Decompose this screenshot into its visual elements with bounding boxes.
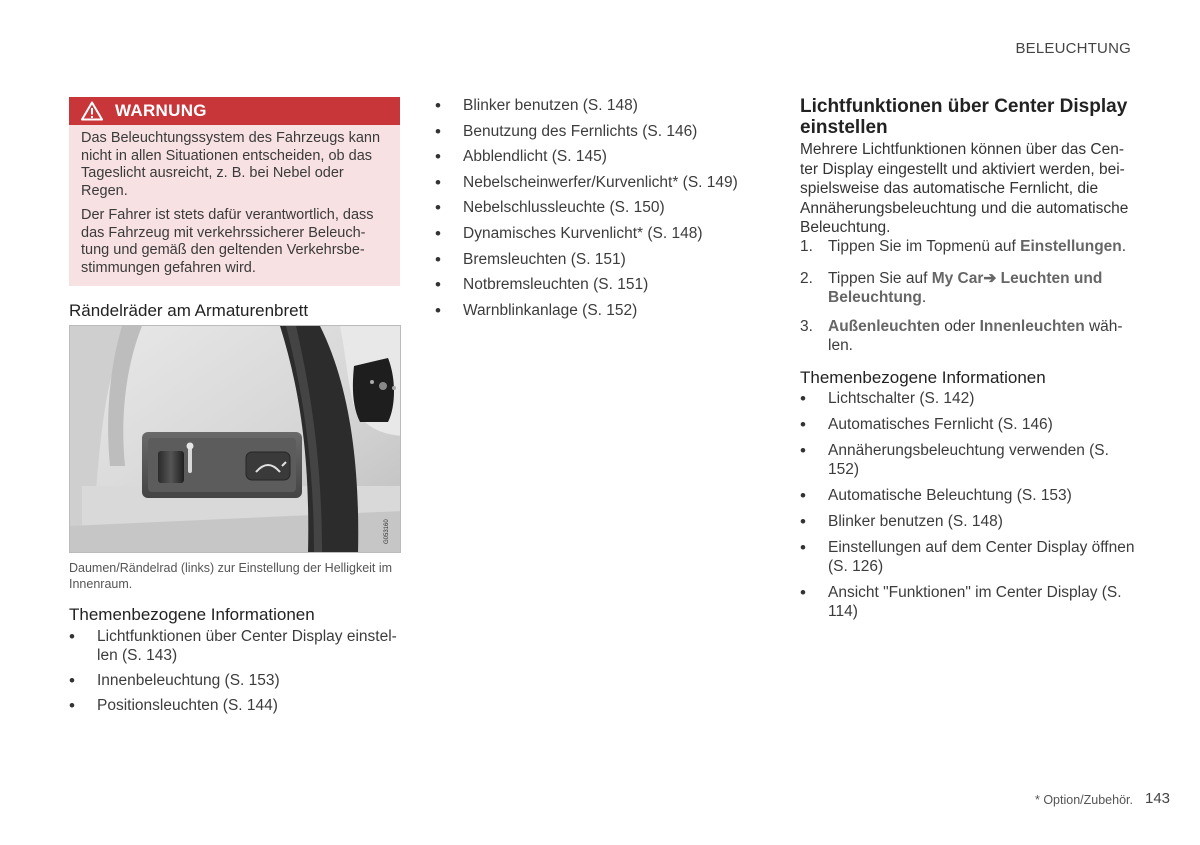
step-number: 1.	[800, 238, 813, 255]
related-link[interactable]: • Nebelscheinwerfer/Kurvenlicht* (S. 149)	[435, 173, 755, 199]
step-number: 2.	[800, 269, 813, 287]
page-number: 143	[1145, 790, 1171, 807]
warning-header	[69, 97, 400, 125]
step-text: Tippen Sie auf	[828, 269, 932, 287]
menu-label: Außenleuchten	[828, 317, 940, 335]
warning-paragraph: Der Fahrer ist stets dafür verantwortlich, dass das Fahrzeug mit verkehrssicherer Beleuch-tung und gemäß den geltenden Verkehrsbe-stimmungen gefahren wird.	[81, 207, 374, 276]
related-link[interactable]: • Blinker benutzen (S. 148)	[800, 512, 1135, 531]
related-heading: Themenbezogene Informationen	[69, 605, 315, 624]
warning-triangle-icon	[81, 101, 103, 121]
related-list	[800, 389, 1135, 628]
figure-code: G053160	[384, 519, 390, 544]
related-link[interactable]: • Positionsleuchten (S. 144)	[69, 696, 399, 715]
section-title: BELEUCHTUNG	[1015, 40, 1131, 57]
related-link[interactable]: • Einstellungen auf dem Center Display öffnen (S. 126)	[800, 538, 1135, 576]
related-link[interactable]: • Automatisches Fernlicht (S. 146)	[800, 415, 1135, 434]
related-link[interactable]: • Notbremsleuchten (S. 151)	[435, 275, 755, 301]
page-title: Lichtfunktionen über Center Display einstellen	[800, 96, 1128, 138]
related-link[interactable]: • Innenbeleuchtung (S. 153)	[69, 671, 399, 690]
warning-box	[69, 97, 400, 286]
step-text: oder	[939, 317, 980, 335]
related-link[interactable]: • Lichtfunktionen über Center Display einstel-len (S. 143)	[69, 627, 399, 665]
dashboard-thumbwheel-image	[70, 326, 401, 553]
step-item	[800, 317, 1130, 356]
step-item	[800, 237, 1130, 257]
related-link[interactable]: • Dynamisches Kurvenlicht* (S. 148)	[435, 224, 755, 250]
related-link[interactable]: • Warnblinkanlage (S. 152)	[435, 301, 755, 327]
related-link[interactable]: • Automatische Beleuchtung (S. 153)	[800, 486, 1135, 505]
related-link[interactable]: • Ansicht "Funktionen" im Center Display (S. 114)	[800, 583, 1135, 621]
warning-paragraph: Das Beleuchtungssystem des Fahrzeugs kann nicht in allen Situationen entscheiden, ob das Tageslicht ausreicht, z. B. bei Nebel oder Regen.	[81, 130, 381, 199]
warning-title: WARNUNG	[115, 101, 207, 120]
menu-label: Leuchten und Beleuchtung	[828, 269, 1103, 306]
related-heading: Themenbezogene Informationen	[800, 368, 1046, 387]
menu-label: Einstellungen	[1020, 238, 1122, 255]
menu-label: My Car	[931, 269, 984, 287]
step-text: Tippen Sie im Topmenü auf	[828, 238, 1021, 255]
related-link[interactable]: • Abblendlicht (S. 145)	[435, 147, 755, 173]
related-link[interactable]: • Blinker benutzen (S. 148)	[435, 96, 755, 122]
related-link[interactable]: • Annäherungsbeleuchtung verwenden (S. 152)	[800, 441, 1135, 479]
step-text: wäh-len.	[828, 317, 1123, 354]
related-link[interactable]: • Bremsleuchten (S. 151)	[435, 250, 755, 276]
step-text: .	[921, 289, 927, 306]
arrow-right-icon: ➔	[983, 269, 997, 287]
step-number: 3.	[800, 317, 813, 335]
figure-caption: Daumen/Rändelrad (links) zur Einstellung der Helligkeit im Innenraum.	[69, 561, 393, 591]
warning-body	[69, 125, 400, 286]
menu-label: Innenleuchten	[979, 317, 1085, 335]
step-text: .	[1121, 238, 1127, 255]
dashboard-photo	[69, 325, 401, 553]
related-list	[69, 627, 399, 721]
footer-note: * Option/Zubehör.	[1035, 793, 1133, 807]
intro-paragraph: Mehrere Lichtfunktionen können über das Cen-ter Display eingestellt und aktiviert werden, bei-spielsweise das automatische Fernlicht, die Annäherungsbeleuchtung und die automatische Beleuchtung.	[800, 141, 1129, 236]
related-list	[435, 96, 755, 326]
section-heading: Rändelräder am Armaturenbrett	[69, 301, 309, 320]
step-item	[800, 269, 1130, 308]
related-link[interactable]: • Benutzung des Fernlichts (S. 146)	[435, 122, 755, 148]
related-link[interactable]: • Nebelschlussleuchte (S. 150)	[435, 198, 755, 224]
related-link[interactable]: • Lichtschalter (S. 142)	[800, 389, 1135, 408]
steps-list	[800, 237, 1130, 356]
